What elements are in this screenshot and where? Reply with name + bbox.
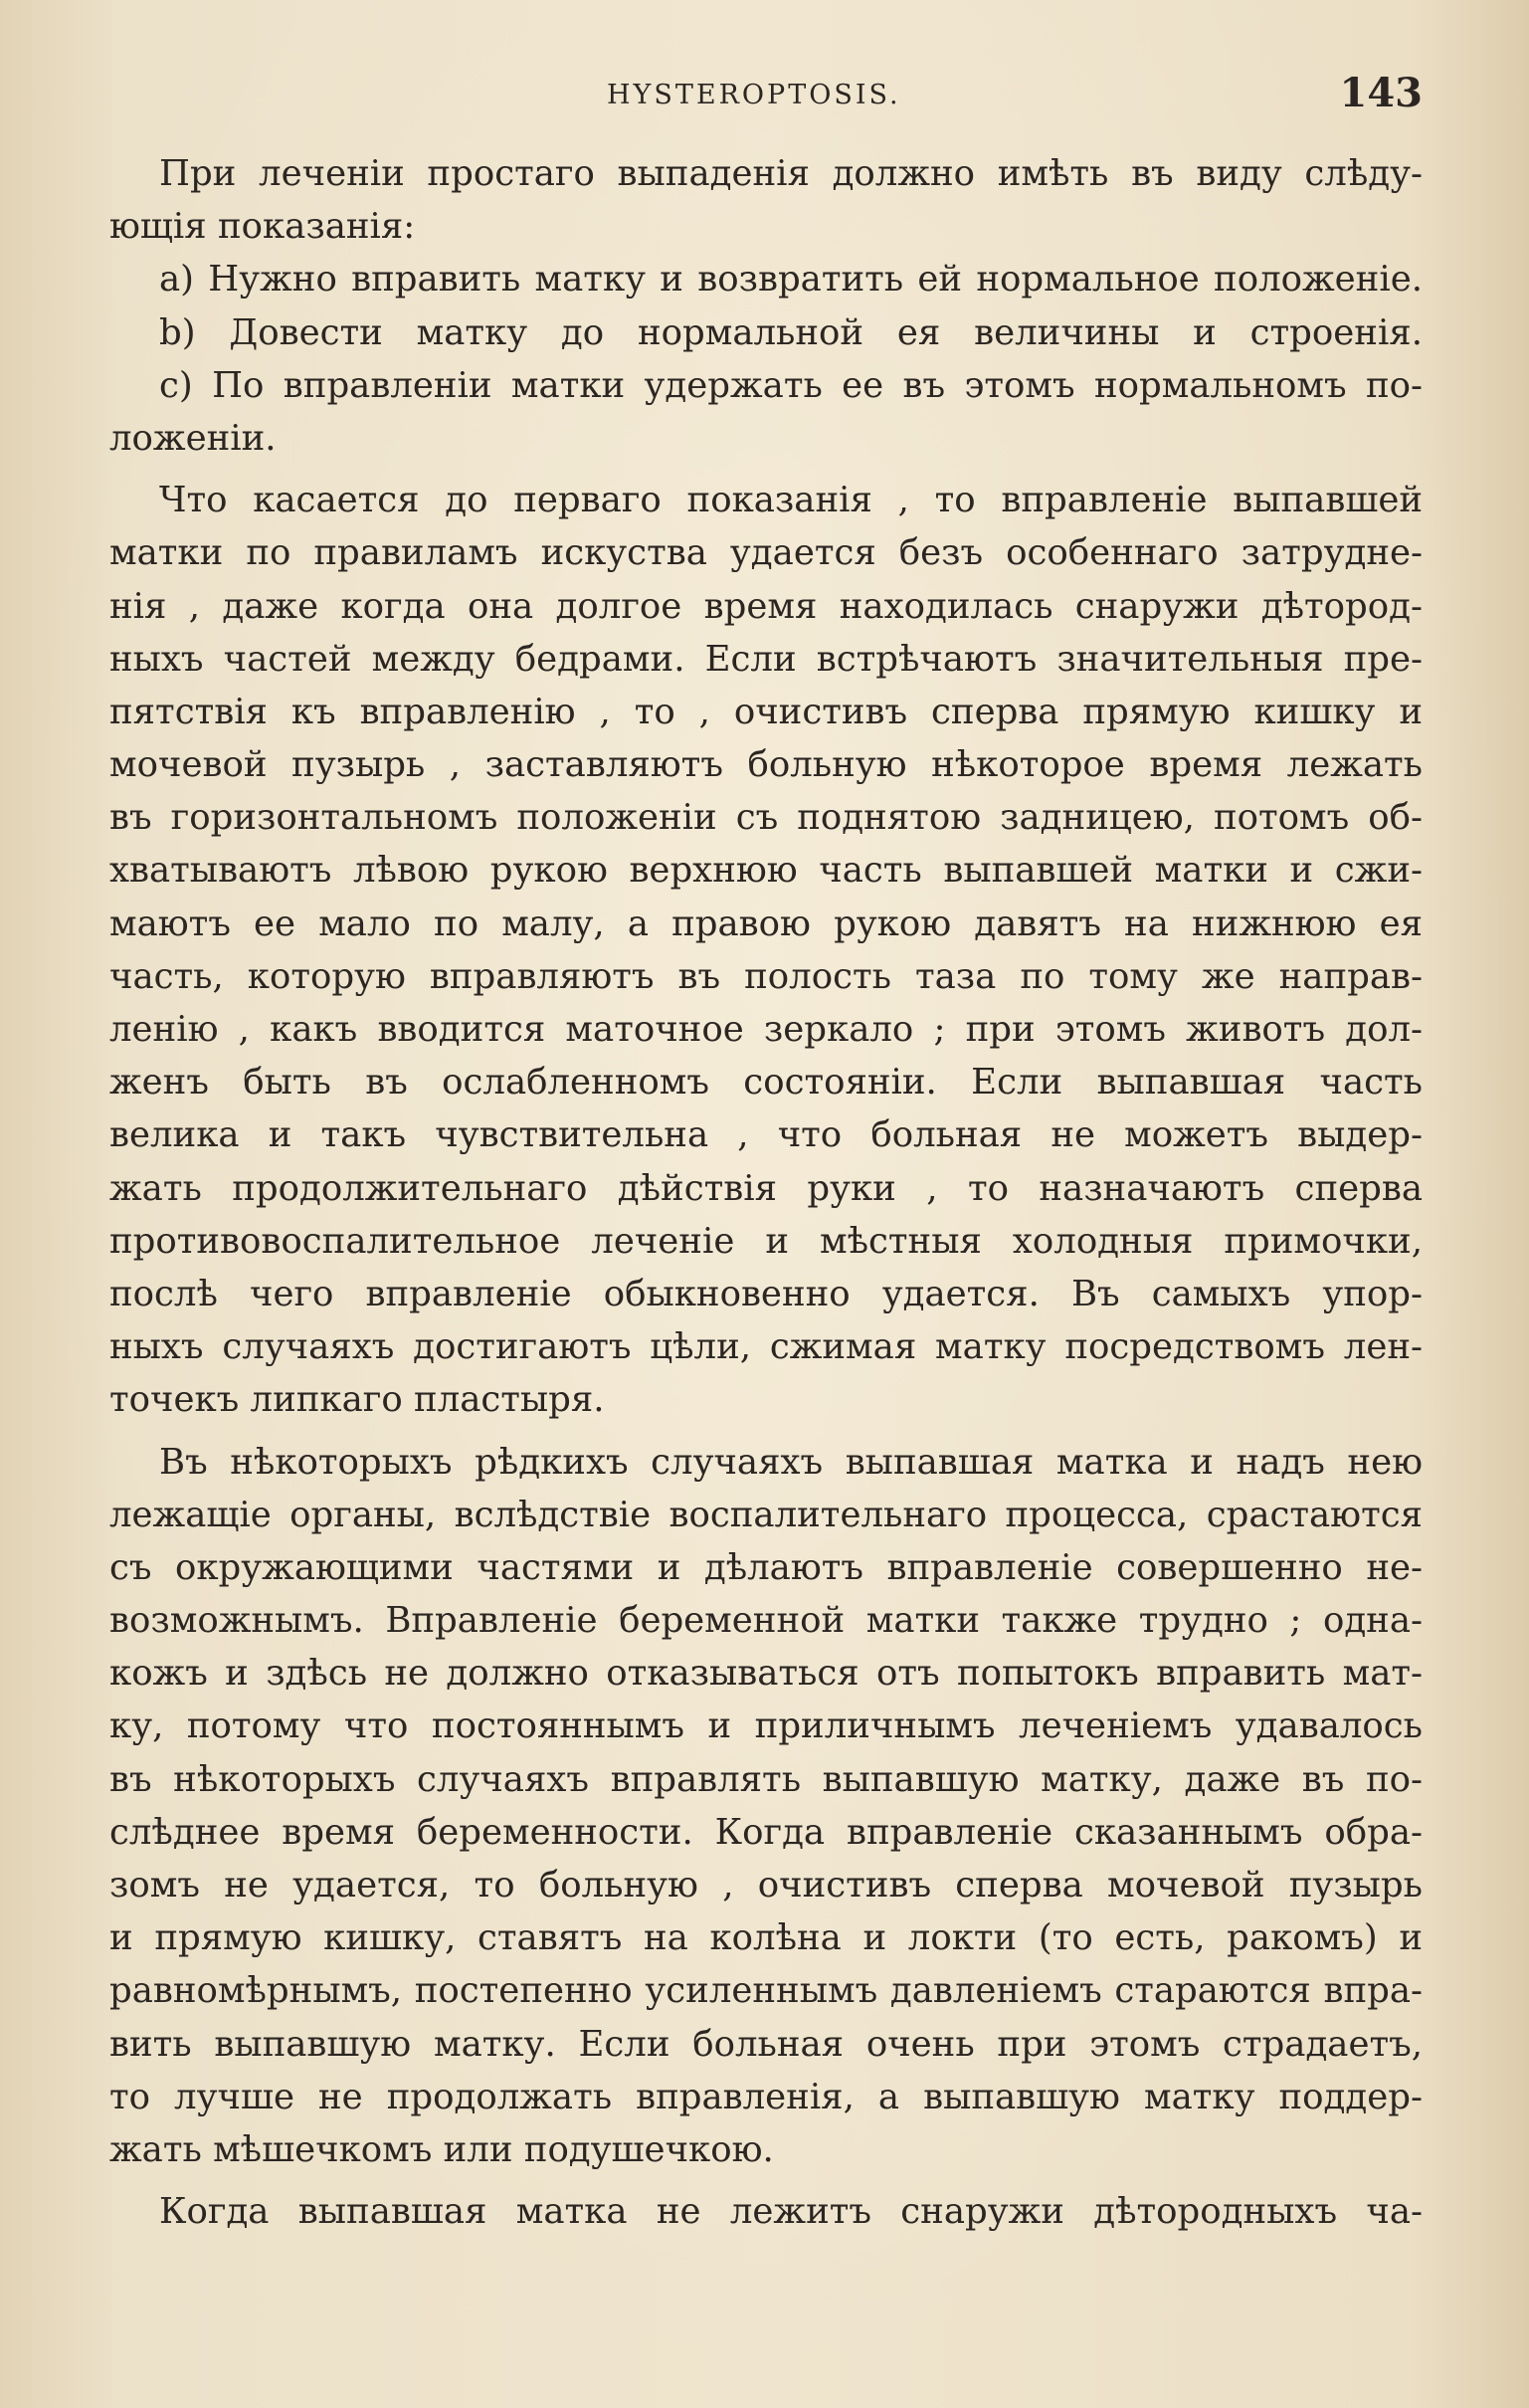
text-line: вить выпавшую матку. Если больная очень при этомъ страдаетъ, [109,2023,1423,2065]
text-line: въ горизонтальномъ положеніи съ поднятою задницею, потомъ об- [109,797,1423,839]
text-line: b) Довести матку до нормальной ея величины и строенія. [159,311,1423,353]
text-line: жать продолжительнаго дѣйствія руки , то назначаютъ сперва [109,1167,1423,1209]
text-line: велика и такъ чувствительна , что больная не можетъ выдер- [109,1114,1423,1156]
text-line: ку, потому что постояннымъ и приличнымъ леченіемъ удавалось [109,1706,1423,1747]
text-line: жать мѣшечкомъ или подушечкою. [109,2128,774,2170]
text-line: Когда выпавшая матка не лежитъ снаружи дѣтородныхъ ча- [159,2191,1423,2233]
text-line: послѣ чего вправленіе обыкновенно удается. Въ самыхъ упор- [109,1273,1423,1314]
text-line: женъ быть въ ослабленномъ состояніи. Если выпавшая часть [109,1062,1423,1104]
text-line: ложеніи. [109,417,277,459]
text-line: маютъ ее мало по малу, а правою рукою давятъ на нижнюю ея [109,903,1423,944]
text-line: и прямую кишку, ставятъ на колѣна и локти (то есть, ракомъ) и [109,1917,1423,1959]
text-line: ныхъ частей между бедрами. Если встрѣчаютъ значительныя пре- [109,638,1423,680]
text-line: равномѣрнымъ, постепенно усиленнымъ давленіемъ стараются впра- [109,1970,1423,2012]
text-line: то лучше не продолжать вправленія, а выпавшую матку поддер- [109,2076,1423,2117]
text-line: точекъ липкаго пластыря. [109,1379,605,1421]
text-line: нія , даже когда она долгое время находилась снаружи дѣтород- [109,585,1423,627]
text-line: съ окружающими частями и дѣлаютъ вправленіе совершенно не- [109,1546,1423,1588]
text-line: мочевой пузырь , заставляютъ больную нѣкоторое время лежать [109,744,1423,786]
text-line: хватываютъ лѣвою рукою верхнюю часть выпавшей матки и сжи- [109,850,1423,892]
text-line: ныхъ случаяхъ достигаютъ цѣли, сжимая матку посредствомъ лен- [109,1326,1423,1368]
body-text [109,147,1423,2238]
text-line: кожъ и здѣсь не должно отказываться отъ попытокъ вправить мат- [109,1653,1423,1695]
text-line: лежащіе органы, вслѣдствіе воспалительнаго процесса, срастаются [109,1494,1423,1535]
text-line: слѣднее время беременности. Когда вправленіе сказаннымъ обра- [109,1811,1423,1853]
text-line: пятствія къ вправленію , то , очистивъ сперва прямую кишку и [109,691,1423,732]
text-line: противовоспалительное леченіе и мѣстныя холодныя примочки, [109,1220,1423,1262]
text-line: возможнымъ. Вправленіе беременной матки также трудно ; одна- [109,1600,1423,1642]
text-line: въ нѣкоторыхъ случаяхъ вправлять выпавшую матку, даже въ по- [109,1758,1423,1800]
page-header [109,70,1423,119]
text-line: зомъ не удается, то больную , очистивъ сперва мочевой пузырь [109,1865,1423,1906]
text-line: Что касается до перваго показанія , то вправленіе выпавшей [159,480,1423,521]
text-line: При леченіи простаго выпаденія должно имѣть въ виду слѣду- [159,153,1423,194]
text-line: ющія показанія: [109,206,416,248]
text-line: Въ нѣкоторыхъ рѣдкихъ случаяхъ выпавшая матка и надъ нею [159,1441,1423,1483]
page-number: 143 [1339,70,1423,116]
text-line: матки по правиламъ искуства удается безъ особеннаго затрудне- [109,532,1423,574]
text-line: c) По вправленіи матки удержать ее въ этомъ нормальномъ по- [159,364,1423,406]
running-title: HYSTEROPTOSIS. [607,80,901,110]
text-line: ленію , какъ вводится маточное зеркало ; при этомъ животъ дол- [109,1009,1423,1050]
text-line: a) Нужно вправить матку и возвратить ей нормальное положеніе. [159,259,1423,301]
text-line: часть, которую вправляютъ въ полость таза по тому же направ- [109,955,1423,997]
